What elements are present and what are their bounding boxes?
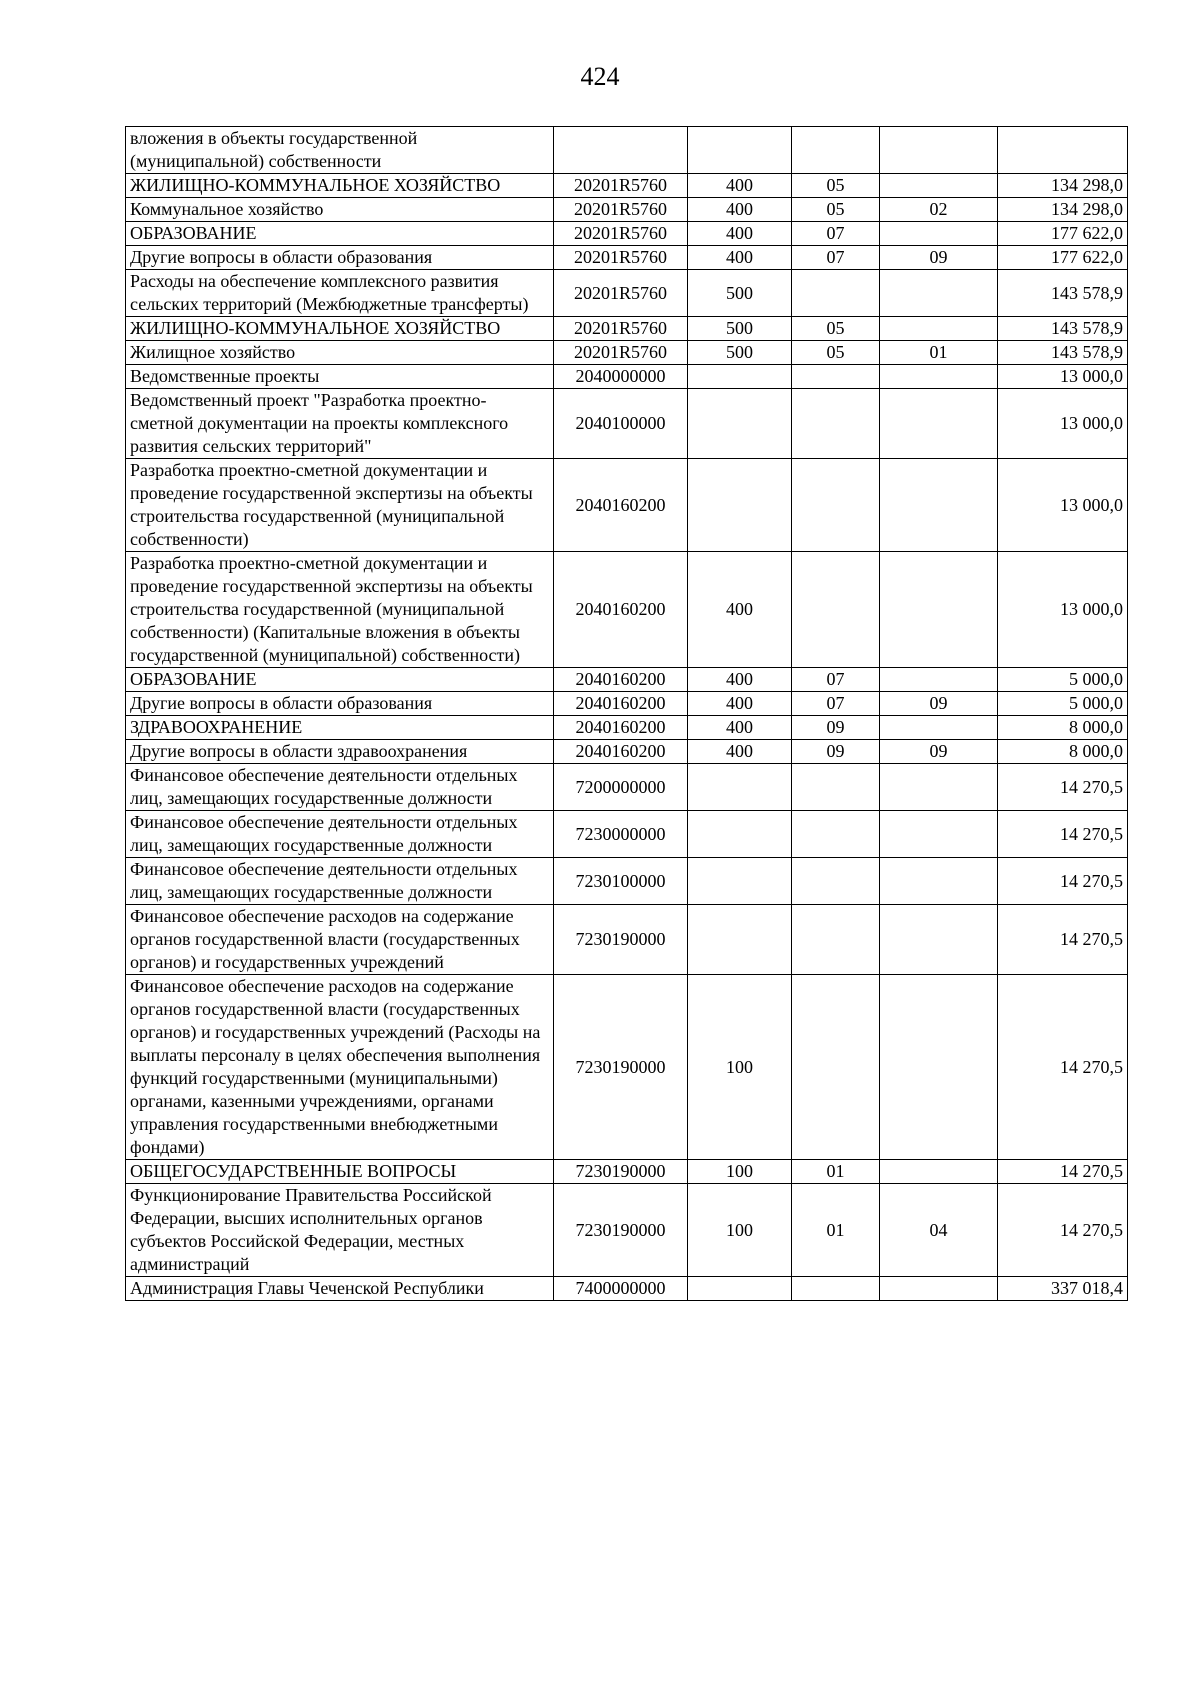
cell-target-article: 20201R5760: [554, 174, 688, 198]
cell-name: Финансовое обеспечение деятельности отдельных лиц, замещающих государственные должности: [126, 764, 554, 811]
cell-subsection: [880, 905, 998, 975]
cell-expense-type: 100: [688, 975, 792, 1160]
cell-section: 01: [792, 1184, 880, 1277]
cell-expense-type: [688, 127, 792, 174]
table-row: [126, 198, 1128, 222]
cell-name: ЖИЛИЩНО-КОММУНАЛЬНОЕ ХОЗЯЙСТВО: [126, 317, 554, 341]
cell-target-article: 2040000000: [554, 365, 688, 389]
cell-amount: 14 270,5: [998, 975, 1128, 1160]
cell-section: 07: [792, 668, 880, 692]
cell-target-article: 7230190000: [554, 1160, 688, 1184]
cell-target-article: 2040160200: [554, 716, 688, 740]
cell-section: [792, 365, 880, 389]
cell-target-article: 7200000000: [554, 764, 688, 811]
cell-amount: 143 578,9: [998, 270, 1128, 317]
cell-subsection: [880, 389, 998, 459]
cell-amount: 13 000,0: [998, 459, 1128, 552]
cell-amount: 337 018,4: [998, 1277, 1128, 1301]
cell-name: Финансовое обеспечение деятельности отдельных лиц, замещающих государственные должности: [126, 811, 554, 858]
cell-amount: 177 622,0: [998, 246, 1128, 270]
cell-name: Функционирование Правительства Российской Федерации, высших исполнительных органов субъектов Российской Федерации, местных администраций: [126, 1184, 554, 1277]
cell-amount: 8 000,0: [998, 740, 1128, 764]
table-row: [126, 246, 1128, 270]
cell-section: 09: [792, 716, 880, 740]
cell-name: Расходы на обеспечение комплексного развития сельских территорий (Межбюджетные трансферты): [126, 270, 554, 317]
cell-section: 05: [792, 198, 880, 222]
cell-name: Разработка проектно-сметной документации и проведение государственной экспертизы на объекты строительства государственной (муниципальной собственности) (Капитальные вложения в объекты государственной (муниципальной) собственности): [126, 552, 554, 668]
cell-amount: 13 000,0: [998, 365, 1128, 389]
cell-amount: 143 578,9: [998, 341, 1128, 365]
cell-subsection: [880, 1160, 998, 1184]
cell-expense-type: [688, 389, 792, 459]
table-row: [126, 811, 1128, 858]
cell-subsection: [880, 270, 998, 317]
cell-amount: 5 000,0: [998, 668, 1128, 692]
cell-section: [792, 1277, 880, 1301]
cell-section: [792, 270, 880, 317]
cell-name: ЖИЛИЩНО-КОММУНАЛЬНОЕ ХОЗЯЙСТВО: [126, 174, 554, 198]
cell-subsection: [880, 668, 998, 692]
cell-subsection: [880, 858, 998, 905]
cell-expense-type: 500: [688, 317, 792, 341]
table-row: [126, 317, 1128, 341]
cell-subsection: [880, 552, 998, 668]
cell-amount: 134 298,0: [998, 174, 1128, 198]
cell-target-article: 2040160200: [554, 692, 688, 716]
cell-expense-type: 400: [688, 668, 792, 692]
cell-section: 05: [792, 341, 880, 365]
cell-amount: 8 000,0: [998, 716, 1128, 740]
cell-subsection: 04: [880, 1184, 998, 1277]
cell-amount: 5 000,0: [998, 692, 1128, 716]
cell-name: ОБЩЕГОСУДАРСТВЕННЫЕ ВОПРОСЫ: [126, 1160, 554, 1184]
cell-section: [792, 552, 880, 668]
cell-subsection: [880, 811, 998, 858]
table-row: [126, 1160, 1128, 1184]
cell-expense-type: 400: [688, 198, 792, 222]
cell-name: ЗДРАВООХРАНЕНИЕ: [126, 716, 554, 740]
cell-target-article: 2040160200: [554, 668, 688, 692]
table-row: [126, 740, 1128, 764]
cell-target-article: 7230100000: [554, 858, 688, 905]
cell-subsection: [880, 459, 998, 552]
cell-expense-type: 400: [688, 552, 792, 668]
cell-name: Финансовое обеспечение расходов на содержание органов государственной власти (государственных органов) и государственных учреждений (Расходы на выплаты персоналу в целях обеспечения выполнения функций государственными (муниципальными) органами, казенными учреждениями, органами управления государственными внебюджетными фондами): [126, 975, 554, 1160]
cell-amount: 14 270,5: [998, 1184, 1128, 1277]
cell-section: 07: [792, 246, 880, 270]
cell-amount: 14 270,5: [998, 1160, 1128, 1184]
cell-section: [792, 905, 880, 975]
cell-subsection: [880, 222, 998, 246]
cell-section: 09: [792, 740, 880, 764]
table-row: [126, 764, 1128, 811]
cell-name: Финансовое обеспечение деятельности отдельных лиц, замещающих государственные должности: [126, 858, 554, 905]
cell-target-article: 7230190000: [554, 1184, 688, 1277]
cell-subsection: [880, 174, 998, 198]
table-row: [126, 1184, 1128, 1277]
cell-name: Ведомственный проект "Разработка проектно-сметной документации на проекты комплексного развития сельских территорий": [126, 389, 554, 459]
cell-expense-type: [688, 1277, 792, 1301]
cell-amount: 13 000,0: [998, 552, 1128, 668]
cell-amount: [998, 127, 1128, 174]
cell-subsection: [880, 975, 998, 1160]
cell-target-article: 20201R5760: [554, 317, 688, 341]
cell-subsection: [880, 1277, 998, 1301]
cell-subsection: 01: [880, 341, 998, 365]
cell-expense-type: [688, 764, 792, 811]
cell-expense-type: 500: [688, 270, 792, 317]
cell-expense-type: 400: [688, 222, 792, 246]
cell-subsection: 02: [880, 198, 998, 222]
cell-section: [792, 811, 880, 858]
cell-expense-type: 400: [688, 716, 792, 740]
cell-expense-type: [688, 858, 792, 905]
table-row: [126, 270, 1128, 317]
cell-section: [792, 127, 880, 174]
table-row: [126, 975, 1128, 1160]
cell-name: Другие вопросы в области здравоохранения: [126, 740, 554, 764]
cell-expense-type: 400: [688, 174, 792, 198]
table-row: [126, 365, 1128, 389]
table-row: [126, 552, 1128, 668]
table-row: [126, 174, 1128, 198]
table-row: [126, 389, 1128, 459]
page-number: 424: [580, 62, 620, 91]
cell-section: 05: [792, 317, 880, 341]
cell-target-article: 20201R5760: [554, 270, 688, 317]
cell-amount: 14 270,5: [998, 905, 1128, 975]
cell-expense-type: 100: [688, 1184, 792, 1277]
cell-subsection: [880, 127, 998, 174]
cell-subsection: [880, 716, 998, 740]
table-row: [126, 905, 1128, 975]
cell-target-article: 20201R5760: [554, 246, 688, 270]
cell-expense-type: 400: [688, 740, 792, 764]
cell-name: Другие вопросы в области образования: [126, 246, 554, 270]
cell-section: 07: [792, 692, 880, 716]
cell-subsection: 09: [880, 692, 998, 716]
cell-target-article: 7230190000: [554, 975, 688, 1160]
cell-name: Финансовое обеспечение расходов на содержание органов государственной власти (государственных органов) и государственных учреждений: [126, 905, 554, 975]
cell-name: ОБРАЗОВАНИЕ: [126, 668, 554, 692]
cell-subsection: [880, 764, 998, 811]
cell-expense-type: [688, 459, 792, 552]
cell-section: 05: [792, 174, 880, 198]
budget-table-body: [126, 127, 1128, 1301]
cell-target-article: 20201R5760: [554, 198, 688, 222]
budget-table: [125, 126, 1128, 1301]
cell-name: Коммунальное хозяйство: [126, 198, 554, 222]
table-row: [126, 459, 1128, 552]
table-row: [126, 858, 1128, 905]
cell-amount: 14 270,5: [998, 811, 1128, 858]
cell-subsection: 09: [880, 740, 998, 764]
cell-expense-type: 100: [688, 1160, 792, 1184]
table-row: [126, 341, 1128, 365]
cell-section: [792, 764, 880, 811]
cell-section: [792, 858, 880, 905]
cell-name: ОБРАЗОВАНИЕ: [126, 222, 554, 246]
cell-section: 01: [792, 1160, 880, 1184]
cell-subsection: 09: [880, 246, 998, 270]
cell-expense-type: 400: [688, 692, 792, 716]
cell-target-article: 7400000000: [554, 1277, 688, 1301]
cell-expense-type: [688, 365, 792, 389]
cell-section: 07: [792, 222, 880, 246]
table-row: [126, 668, 1128, 692]
cell-target-article: 2040160200: [554, 459, 688, 552]
cell-amount: 14 270,5: [998, 764, 1128, 811]
cell-target-article: 20201R5760: [554, 222, 688, 246]
cell-subsection: [880, 317, 998, 341]
cell-target-article: 2040100000: [554, 389, 688, 459]
cell-name: Администрация Главы Чеченской Республики: [126, 1277, 554, 1301]
cell-name: Жилищное хозяйство: [126, 341, 554, 365]
cell-target-article: 2040160200: [554, 552, 688, 668]
cell-section: [792, 389, 880, 459]
cell-amount: 14 270,5: [998, 858, 1128, 905]
cell-expense-type: 400: [688, 246, 792, 270]
table-row: [126, 716, 1128, 740]
cell-amount: 134 298,0: [998, 198, 1128, 222]
cell-target-article: 7230000000: [554, 811, 688, 858]
cell-section: [792, 459, 880, 552]
cell-target-article: [554, 127, 688, 174]
cell-target-article: 7230190000: [554, 905, 688, 975]
cell-section: [792, 975, 880, 1160]
cell-amount: 13 000,0: [998, 389, 1128, 459]
table-row: [126, 222, 1128, 246]
cell-expense-type: 500: [688, 341, 792, 365]
cell-expense-type: [688, 905, 792, 975]
cell-amount: 177 622,0: [998, 222, 1128, 246]
cell-name: Другие вопросы в области образования: [126, 692, 554, 716]
cell-name: Ведомственные проекты: [126, 365, 554, 389]
table-row: [126, 692, 1128, 716]
cell-target-article: 20201R5760: [554, 341, 688, 365]
table-row: [126, 127, 1128, 174]
cell-target-article: 2040160200: [554, 740, 688, 764]
cell-expense-type: [688, 811, 792, 858]
cell-name: Разработка проектно-сметной документации и проведение государственной экспертизы на объекты строительства государственной (муниципальной собственности): [126, 459, 554, 552]
table-row: [126, 1277, 1128, 1301]
cell-name: вложения в объекты государственной (муниципальной) собственности: [126, 127, 554, 174]
cell-amount: 143 578,9: [998, 317, 1128, 341]
cell-subsection: [880, 365, 998, 389]
